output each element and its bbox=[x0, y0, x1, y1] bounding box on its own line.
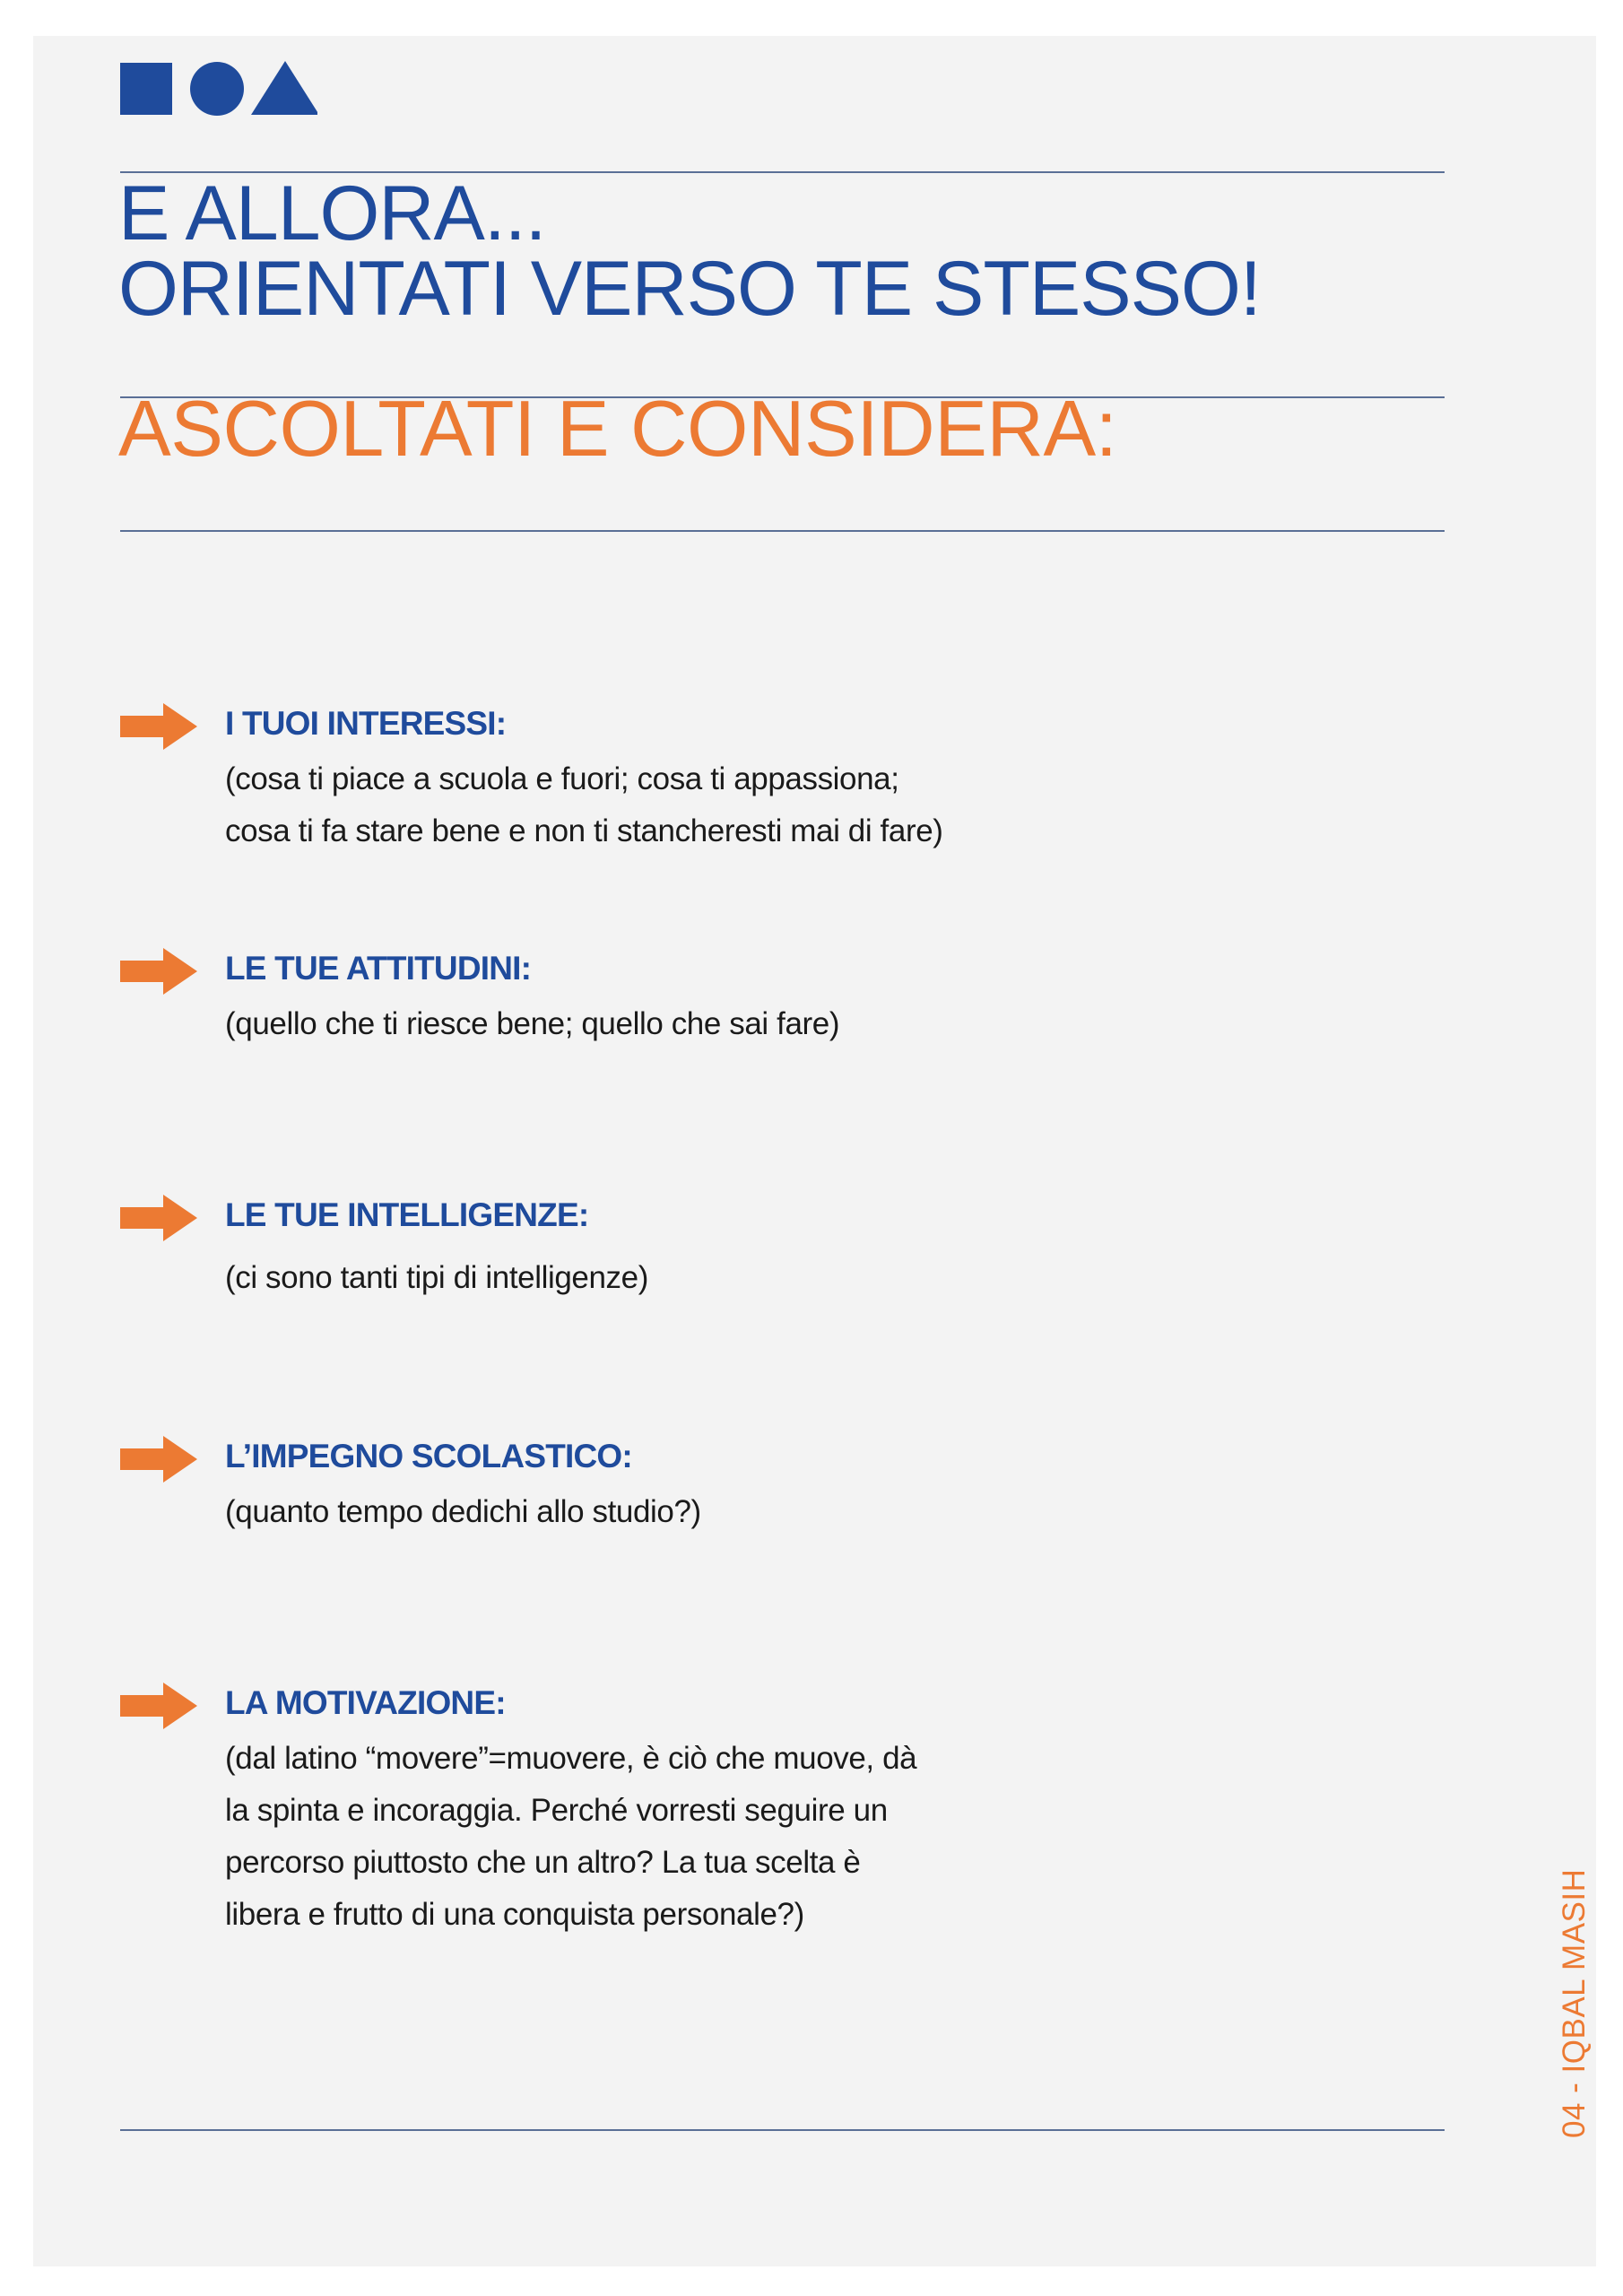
item-description-line: la spinta e incoraggia. Perché vorresti seguire un bbox=[225, 1793, 888, 1828]
arrow-right-icon bbox=[120, 1436, 197, 1483]
square-icon bbox=[120, 63, 172, 115]
item-heading: I TUOI INTERESSI: bbox=[225, 705, 507, 742]
divider-subtitle bbox=[120, 530, 1445, 532]
item-description-line: cosa ti fa stare bene e non ti stancheresti mai di fare) bbox=[225, 813, 943, 848]
item-description-line: percorso piuttosto che un altro? La tua scelta è bbox=[225, 1845, 861, 1880]
item-description bbox=[225, 1252, 1032, 1304]
arrow-right-icon bbox=[120, 1683, 197, 1729]
item-description bbox=[225, 753, 1032, 857]
item-heading: LE TUE INTELLIGENZE: bbox=[225, 1196, 589, 1233]
arrow-right-icon bbox=[120, 1195, 197, 1241]
page-number-label: 04 - IQBAL MASIH bbox=[1557, 1868, 1592, 2138]
item-heading: L’IMPEGNO SCOLASTICO: bbox=[225, 1438, 632, 1474]
page-title bbox=[118, 170, 1261, 332]
triangle-icon bbox=[251, 61, 317, 115]
item-description-line: (quanto tempo dedichi allo studio?) bbox=[225, 1494, 701, 1529]
logo bbox=[120, 61, 317, 117]
item-description bbox=[225, 998, 1032, 1050]
item-description-line: libera e frutto di una conquista personale?) bbox=[225, 1897, 804, 1932]
item-heading: LA MOTIVAZIONE: bbox=[225, 1684, 506, 1721]
arrow-right-icon bbox=[120, 703, 197, 750]
item-description-line: (quello che ti riesce bene; quello che sai fare) bbox=[225, 1006, 840, 1041]
divider-bottom bbox=[120, 2129, 1445, 2131]
item-description-line: (cosa ti piace a scuola e fuori; cosa ti appassiona; bbox=[225, 761, 899, 796]
circle-icon bbox=[190, 62, 244, 116]
page-title-line-1: E ALLORA... bbox=[118, 170, 546, 257]
page-title-line-2: ORIENTATI VERSO TE STESSO! bbox=[118, 246, 1261, 332]
item-description bbox=[225, 1733, 1032, 1941]
arrow-right-icon bbox=[120, 948, 197, 995]
item-description-line: (ci sono tanti tipi di intelligenze) bbox=[225, 1260, 648, 1295]
section-subtitle: ASCOLTATI E CONSIDERA: bbox=[118, 384, 1117, 473]
item-description bbox=[225, 1486, 1032, 1538]
item-heading: LE TUE ATTITUDINI: bbox=[225, 950, 532, 987]
item-description-line: (dal latino “movere”=muovere, è ciò che muove, dà bbox=[225, 1741, 917, 1776]
